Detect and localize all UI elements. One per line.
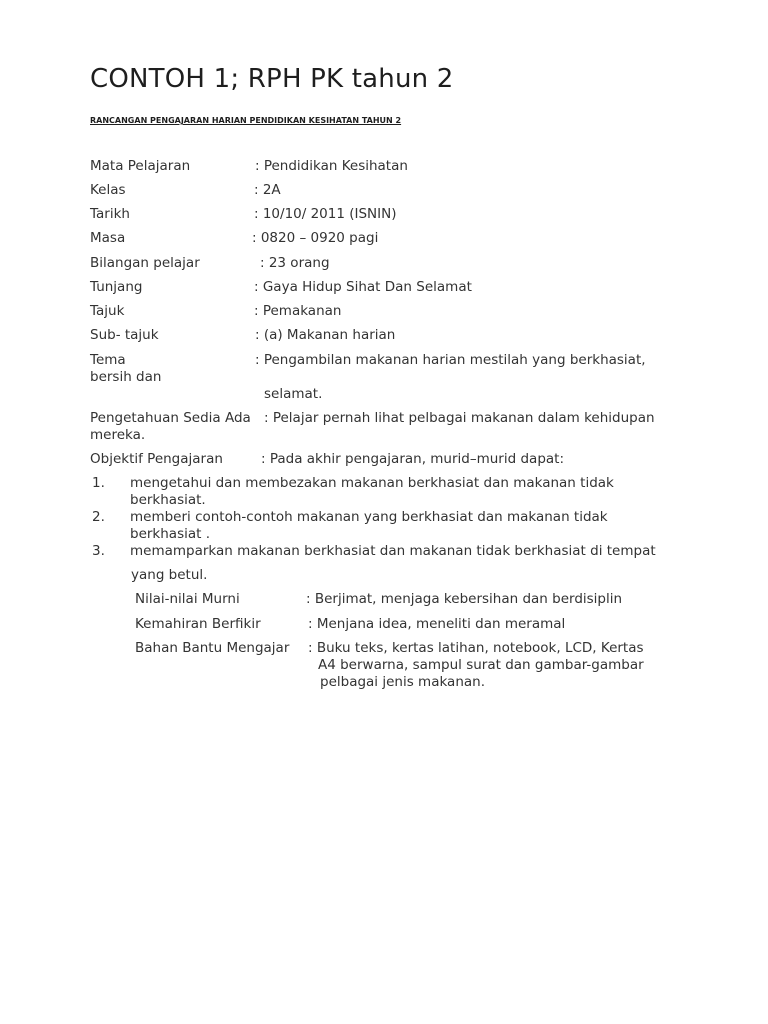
field-label-kelas: Kelas xyxy=(90,182,126,198)
field-label-bilangan-pelajar: Bilangan pelajar xyxy=(90,255,200,271)
field-label-pengetahuan: Pengetahuan Sedia Ada xyxy=(90,410,251,426)
objective-item-line1: memberi contoh-contoh makanan yang berkhasiat dan makanan tidak xyxy=(130,509,608,525)
field-value-pengetahuan-line1: : Pelajar pernah lihat pelbagai makanan dalam kehidupan xyxy=(264,410,655,426)
field-value-sub-tajuk: : (a) Makanan harian xyxy=(255,327,396,343)
field-label-tarikh: Tarikh xyxy=(90,206,130,222)
objective-item-line2: berkhasiat. xyxy=(130,492,206,508)
field-label-bahan-bantu: Bahan Bantu Mengajar xyxy=(135,640,290,656)
field-value-bahan-line2: A4 berwarna, sampul surat dan gambar-gambar xyxy=(318,657,644,673)
field-value-pengetahuan-line2: mereka. xyxy=(90,427,146,443)
field-label-kemahiran-berfikir: Kemahiran Berfikir xyxy=(135,616,261,632)
field-label-masa: Masa xyxy=(90,230,126,246)
field-label-tunjang: Tunjang xyxy=(90,279,143,295)
document-subtitle: RANCANGAN PENGAJARAN HARIAN PENDIDIKAN KESIHATAN TAHUN 2 xyxy=(90,116,402,125)
field-value-bahan-line1: : Buku teks, kertas latihan, notebook, LCD, Kertas xyxy=(308,640,644,656)
field-label-nilai-murni: Nilai-nilai Murni xyxy=(135,591,240,607)
document-title: CONTOH 1; RPH PK tahun 2 xyxy=(90,64,454,94)
field-label-tema-continuation: bersih dan xyxy=(90,369,162,385)
field-label-tajuk: Tajuk xyxy=(90,303,125,319)
objective-item-line2: berkhasiat . xyxy=(130,526,211,542)
field-value-tunjang: : Gaya Hidup Sihat Dan Selamat xyxy=(254,279,472,295)
field-value-tema-line1: : Pengambilan makanan harian mestilah yang berkhasiat, xyxy=(255,352,646,368)
objective-item-line1: memamparkan makanan berkhasiat dan makanan tidak berkhasiat di tempat xyxy=(130,543,656,559)
field-value-kelas: : 2A xyxy=(254,182,281,198)
field-value-bahan-line3: pelbagai jenis makanan. xyxy=(320,674,485,690)
objective-item-line1: mengetahui dan membezakan makanan berkhasiat dan makanan tidak xyxy=(130,475,614,491)
field-label-tema: Tema xyxy=(90,352,126,368)
field-value-bilangan-pelajar: : 23 orang xyxy=(260,255,330,271)
field-value-kemahiran-berfikir: : Menjana idea, meneliti dan meramal xyxy=(308,616,566,632)
field-value-tarikh: : 10/10/ 2011 (ISNIN) xyxy=(254,206,397,222)
objective-number: 2. xyxy=(92,509,105,525)
field-value-objektif: : Pada akhir pengajaran, murid–murid dapat: xyxy=(261,451,564,467)
field-value-nilai-murni: : Berjimat, menjaga kebersihan dan berdisiplin xyxy=(306,591,623,607)
field-label-sub-tajuk: Sub- tajuk xyxy=(90,327,159,343)
field-value-tajuk: : Pemakanan xyxy=(254,303,342,319)
objective-number: 3. xyxy=(92,543,105,559)
objective-number: 1. xyxy=(92,475,105,491)
field-label-objektif: Objektif Pengajaran xyxy=(90,451,223,467)
objective-item-line2: yang betul. xyxy=(131,567,208,583)
field-value-tema-line2: selamat. xyxy=(264,386,323,402)
field-value-mata-pelajaran: : Pendidikan Kesihatan xyxy=(255,158,408,174)
field-value-masa: : 0820 – 0920 pagi xyxy=(252,230,379,246)
field-label-mata-pelajaran: Mata Pelajaran xyxy=(90,158,191,174)
